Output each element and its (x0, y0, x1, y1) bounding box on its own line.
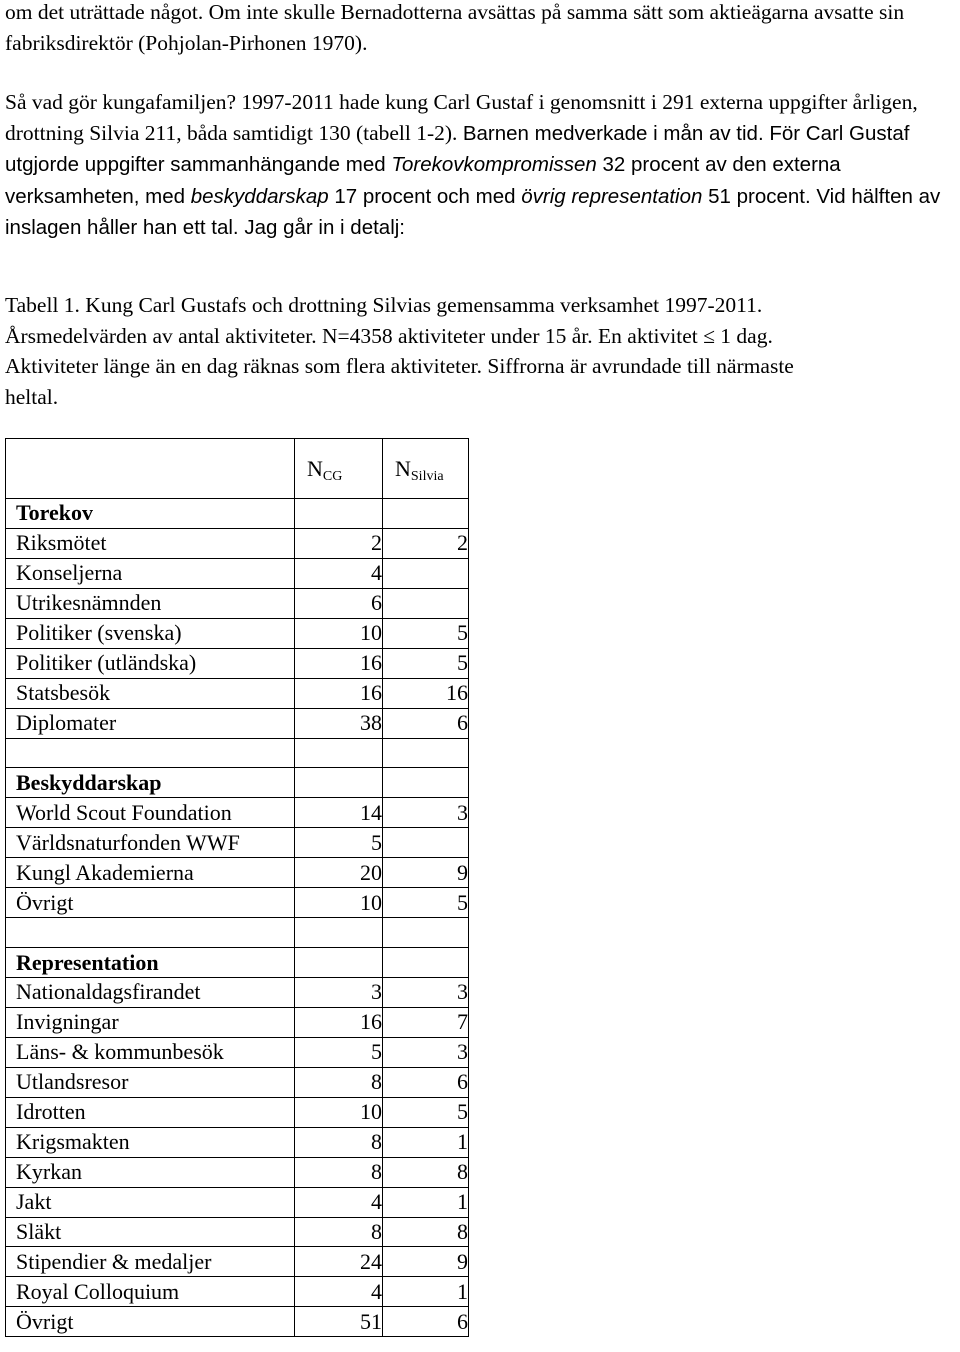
paragraph-part-4: 17 procent och med (328, 184, 522, 208)
intro-text (5, 0, 955, 58)
table-row (6, 918, 469, 948)
row-value-silvia (383, 558, 469, 588)
table-row (6, 888, 469, 918)
row-value-silvia: 5 (383, 1097, 469, 1127)
row-value-silvia: 8 (383, 1157, 469, 1187)
table-caption (5, 290, 955, 412)
row-value-silvia (383, 828, 469, 858)
row-value-cg: 10 (295, 888, 383, 918)
table-row (6, 1247, 469, 1277)
row-value-silvia: 6 (383, 1067, 469, 1097)
table-row (6, 588, 469, 618)
row-label: Övrigt (6, 888, 295, 918)
row-value-silvia: 5 (383, 888, 469, 918)
row-label: Utlandsresor (6, 1067, 295, 1097)
caption-line-4: heltal. (5, 384, 59, 409)
row-label: Statsbesök (6, 678, 295, 708)
table-row (6, 1157, 469, 1187)
row-value-cg: 6 (295, 588, 383, 618)
row-value-silvia: 3 (383, 978, 469, 1008)
table-row (6, 1217, 469, 1247)
row-value-cg: 16 (295, 678, 383, 708)
row-value-cg: 10 (295, 618, 383, 648)
row-label: Övrigt (6, 1307, 295, 1337)
table-row (6, 738, 469, 768)
row-value-cg: 5 (295, 1037, 383, 1067)
row-value-silvia (383, 948, 469, 978)
activity-table-body (6, 439, 469, 1337)
row-label (6, 738, 295, 768)
paragraph-part-1: Så vad gör kungafamiljen? 1997-2011 hade kung Carl Gustaf i genomsnitt i 291 externa uppgifter årligen, drottning Silvia 211, båda samtidigt 130 (tabell 1-2). (5, 90, 918, 145)
table-row (6, 1187, 469, 1217)
table-row (6, 678, 469, 708)
row-label: Stipendier & medaljer (6, 1247, 295, 1277)
row-label: Nationaldagsfirandet (6, 978, 295, 1008)
intro-line-2: avsatte sin fabriksdirektör (Pohjolan-Pirhonen 1970). (5, 0, 905, 55)
row-value-silvia: 9 (383, 858, 469, 888)
row-value-silvia: 9 (383, 1247, 469, 1277)
intro-line-1: om det uträttade något. Om inte skulle Bernadotterna avsättas på samma sätt som aktieägarna (5, 0, 809, 24)
header-silvia-sub: Silvia (410, 468, 444, 484)
table-header-row (6, 439, 469, 499)
row-value-cg: 4 (295, 1277, 383, 1307)
row-label: Läns- & kommunbesök (6, 1037, 295, 1067)
row-value-silvia: 2 (383, 528, 469, 558)
paragraph-emphasis-1: Torekovkompromissen (391, 153, 597, 176)
row-value-cg: 4 (295, 558, 383, 588)
header-cg-main: N (307, 455, 323, 481)
row-value-silvia: 1 (383, 1277, 469, 1307)
row-value-cg: 16 (295, 648, 383, 678)
row-value-silvia: 6 (383, 1307, 469, 1337)
row-value-cg (295, 948, 383, 978)
row-label: Invigningar (6, 1007, 295, 1037)
table-row (6, 1007, 469, 1037)
caption-line-2: Årsmedelvärden av antal aktiviteter. N=4358 aktiviteter under 15 år. En aktivitet ≤ 1 dag. (5, 323, 773, 348)
row-value-silvia: 7 (383, 1007, 469, 1037)
table-row (6, 858, 469, 888)
row-value-cg (295, 499, 383, 529)
paragraph-emphasis-2: beskyddarskap (190, 184, 329, 208)
header-cg-sub: CG (322, 468, 343, 484)
row-label: Världsnaturfonden WWF (6, 828, 295, 858)
row-label: Släkt (6, 1217, 295, 1247)
row-label: Kyrkan (6, 1157, 295, 1187)
row-value-cg (295, 738, 383, 768)
table-row (6, 1127, 469, 1157)
table-row (6, 528, 469, 558)
activity-table (5, 438, 469, 1337)
table-row (6, 648, 469, 678)
row-value-cg (295, 768, 383, 798)
row-value-cg: 20 (295, 858, 383, 888)
row-value-silvia: 1 (383, 1187, 469, 1217)
row-label (6, 918, 295, 948)
row-value-cg: 8 (295, 1217, 383, 1247)
row-value-silvia: 3 (383, 798, 469, 828)
table-row (6, 708, 469, 738)
caption-line-1: Tabell 1. Kung Carl Gustafs och drottning Silvias gemensamma verksamhet 1997-2011. (5, 293, 763, 317)
row-value-silvia: 5 (383, 618, 469, 648)
row-label: World Scout Foundation (6, 798, 295, 828)
row-value-cg: 14 (295, 798, 383, 828)
header-empty-cell (6, 439, 295, 499)
row-value-silvia (383, 499, 469, 529)
table-row (6, 1067, 469, 1097)
table-row (6, 768, 469, 798)
row-value-cg: 16 (295, 1007, 383, 1037)
row-value-cg: 38 (295, 708, 383, 738)
caption-line-3: Aktiviteter länge än en dag räknas som flera aktiviteter. Siffrorna är avrundade till närmaste (5, 354, 794, 378)
row-label: Konseljerna (6, 558, 295, 588)
row-label: Jakt (6, 1187, 295, 1217)
row-label: Utrikesnämnden (6, 588, 295, 618)
row-value-cg: 3 (295, 978, 383, 1008)
row-value-cg: 51 (295, 1307, 383, 1337)
row-value-silvia (383, 768, 469, 798)
row-value-silvia (383, 588, 469, 618)
table-row (6, 828, 469, 858)
row-value-silvia: 16 (383, 678, 469, 708)
row-value-cg: 4 (295, 1187, 383, 1217)
table-row (6, 798, 469, 828)
body-paragraph (5, 87, 955, 244)
header-silvia (383, 439, 469, 499)
paragraph-emphasis-3: övrig representation (521, 184, 703, 208)
row-value-silvia (383, 738, 469, 768)
row-value-cg: 10 (295, 1097, 383, 1127)
row-value-cg: 5 (295, 828, 383, 858)
table-row (6, 558, 469, 588)
row-value-silvia: 5 (383, 648, 469, 678)
row-value-silvia: 6 (383, 708, 469, 738)
table-row (6, 1277, 469, 1307)
row-label: Politiker (utländska) (6, 648, 295, 678)
table-row (6, 1307, 469, 1337)
row-value-silvia: 8 (383, 1217, 469, 1247)
paragraph-part-5: 51 procent. Vid hälften av inslagen håller han ett tal. Jag går in i detalj: (5, 184, 941, 239)
row-label: Diplomater (6, 708, 295, 738)
row-value-cg: 24 (295, 1247, 383, 1277)
table-row (6, 1097, 469, 1127)
row-value-silvia (383, 918, 469, 948)
row-label: Torekov (6, 499, 295, 529)
table-row (6, 948, 469, 978)
row-value-cg: 8 (295, 1157, 383, 1187)
row-value-silvia: 3 (383, 1037, 469, 1067)
row-label: Beskyddarskap (6, 768, 295, 798)
row-label: Krigsmakten (6, 1127, 295, 1157)
row-value-cg: 2 (295, 528, 383, 558)
row-label: Royal Colloquium (6, 1277, 295, 1307)
row-value-cg: 8 (295, 1067, 383, 1097)
row-label: Politiker (svenska) (6, 618, 295, 648)
row-label: Idrotten (6, 1097, 295, 1127)
table-row (6, 499, 469, 529)
header-silvia-main: N (395, 455, 411, 481)
row-label: Riksmötet (6, 528, 295, 558)
table-row (6, 1037, 469, 1067)
header-cg (295, 439, 383, 499)
row-label: Representation (6, 948, 295, 978)
row-value-silvia: 1 (383, 1127, 469, 1157)
table-row (6, 978, 469, 1008)
row-value-cg: 8 (295, 1127, 383, 1157)
paragraph-part-3: 32 procent av den externa verksamheten, med (5, 153, 841, 208)
row-value-cg (295, 918, 383, 948)
row-label: Kungl Akademierna (6, 858, 295, 888)
table-row (6, 618, 469, 648)
paragraph-part-2: Barnen medverkade i mån av tid. För Carl Gustaf utgjorde uppgifter sammanhängande med (5, 121, 910, 176)
